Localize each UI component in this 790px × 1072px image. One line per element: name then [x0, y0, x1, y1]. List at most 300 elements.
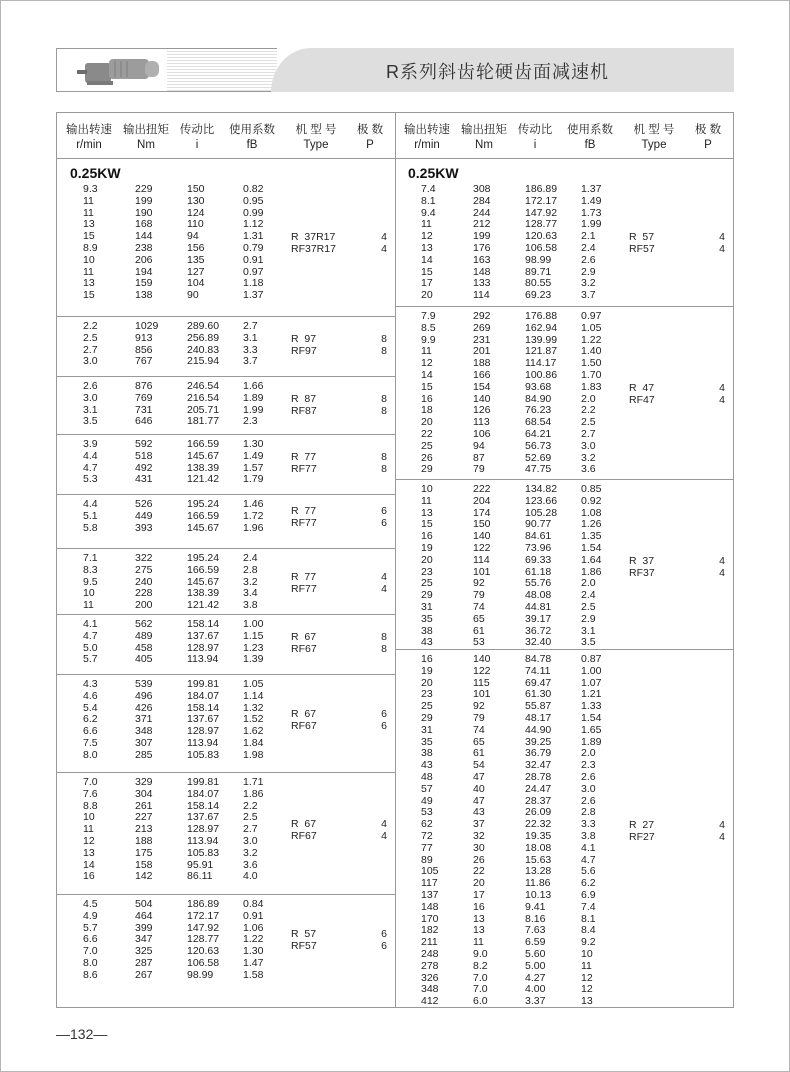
- ratio: 289.60: [187, 320, 220, 332]
- output-speed: 211: [421, 936, 438, 949]
- output-speed: 4.1: [83, 618, 98, 630]
- output-speed: 43: [421, 759, 433, 772]
- service-factor: 1.49: [581, 194, 602, 207]
- service-factor: 1.58: [243, 968, 264, 981]
- service-factor: 3.2: [581, 277, 596, 290]
- output-torque: 9.0: [473, 947, 488, 960]
- ratio: 138.39: [187, 461, 220, 474]
- output-speed: 10: [421, 483, 433, 495]
- ratio: 121.87: [525, 345, 558, 358]
- service-factor: 1.35: [581, 530, 602, 543]
- ratio: 147.92: [525, 206, 558, 219]
- ratio: 172.17: [187, 909, 220, 922]
- output-speed: 29: [421, 711, 433, 724]
- service-factor: 2.3: [581, 759, 596, 772]
- output-speed: 9.5: [83, 575, 98, 588]
- output-speed: 8.9: [83, 241, 98, 254]
- column-header-unit: r/min: [414, 139, 440, 151]
- ratio: 5.00: [525, 959, 546, 972]
- output-torque: 92: [473, 577, 485, 590]
- output-speed: 4.5: [83, 898, 98, 910]
- output-speed: 5.8: [83, 521, 98, 534]
- output-torque: 74: [473, 600, 485, 613]
- ratio: 32.47: [525, 759, 552, 772]
- output-torque: 307: [135, 736, 153, 749]
- output-torque: 22: [473, 865, 485, 878]
- output-torque: 30: [473, 841, 485, 854]
- ratio: 64.21: [525, 427, 552, 440]
- ratio: 3.37: [525, 995, 546, 1008]
- model-types: [291, 451, 387, 475]
- service-factor: 1.46: [243, 498, 264, 510]
- output-torque: 174: [473, 506, 491, 519]
- output-speed: 11: [83, 599, 94, 612]
- model-type: RF47: [629, 393, 655, 406]
- service-factor: 1.66: [243, 380, 264, 392]
- output-torque: 201: [473, 345, 491, 358]
- column-header-unit: P: [366, 139, 374, 151]
- service-factor: 1.83: [581, 380, 602, 393]
- service-factor: 1.54: [581, 541, 602, 554]
- output-torque: 79: [473, 711, 485, 724]
- ratio: 28.37: [525, 794, 552, 807]
- output-torque: 11: [473, 936, 484, 949]
- output-speed: 117: [421, 877, 438, 890]
- type-line: [291, 505, 387, 517]
- ratio: 48.08: [525, 589, 552, 602]
- output-torque: 13: [473, 924, 485, 937]
- ratio: 135: [187, 253, 205, 266]
- ratio: 52.69: [525, 451, 552, 464]
- model-types: [291, 393, 387, 417]
- ratio: 61.30: [525, 688, 552, 701]
- output-speed: 31: [421, 723, 433, 736]
- output-speed: 4.9: [83, 909, 98, 922]
- output-torque: 101: [473, 565, 491, 578]
- service-factor: 3.0: [581, 439, 596, 452]
- output-torque: 13: [473, 912, 485, 925]
- output-speed: 89: [421, 853, 433, 866]
- output-speed: 19: [421, 664, 433, 677]
- type-line: [291, 818, 387, 830]
- output-torque: 140: [473, 530, 491, 543]
- output-torque: 240: [135, 575, 153, 588]
- ratio: 19.35: [525, 829, 552, 842]
- service-factor: 2.0: [581, 577, 596, 590]
- output-torque: 154: [473, 380, 491, 393]
- model-types: [291, 333, 387, 357]
- ratio: 73.96: [525, 541, 552, 554]
- output-speed: 326: [421, 971, 439, 984]
- ratio: 158.14: [187, 799, 220, 812]
- output-torque: 876: [135, 380, 153, 392]
- ratio: 127: [187, 265, 205, 278]
- type-line: [629, 819, 725, 831]
- ratio: 246.54: [187, 380, 220, 392]
- ratio: 105.28: [525, 506, 558, 519]
- ratio: 137.67: [187, 811, 220, 824]
- ratio: 100.86: [525, 368, 558, 381]
- model-group: [57, 317, 395, 377]
- output-speed: 4.3: [83, 678, 98, 690]
- pole-count: 4: [719, 231, 725, 243]
- ratio: 95.91: [187, 858, 214, 871]
- model-type: RF77: [291, 582, 317, 595]
- output-speed: 3.5: [83, 415, 98, 428]
- ratio: 44.90: [525, 723, 552, 736]
- ratio: 98.99: [525, 253, 552, 266]
- output-torque: 87: [473, 451, 485, 464]
- pole-count: 8: [381, 450, 387, 463]
- service-factor: 4.1: [581, 841, 596, 854]
- ratio: 89.71: [525, 265, 552, 278]
- pole-count: 6: [381, 708, 387, 721]
- service-factor: 1.99: [581, 218, 602, 231]
- output-speed: 38: [421, 624, 433, 637]
- output-speed: 412: [421, 995, 439, 1008]
- output-speed: 7.4: [421, 183, 436, 195]
- output-speed: 3.1: [83, 403, 98, 416]
- ratio: 137.67: [187, 713, 220, 726]
- service-factor: 1.73: [581, 206, 602, 219]
- model-type: RF67: [291, 830, 317, 843]
- output-torque: 504: [135, 898, 153, 910]
- model-type: RF37R17: [291, 243, 336, 255]
- service-factor: 2.2: [243, 799, 258, 812]
- service-factor: 3.7: [581, 289, 596, 302]
- output-torque: 43: [473, 806, 485, 819]
- model-type: R 77: [291, 504, 317, 517]
- output-speed: 2.7: [83, 343, 98, 356]
- pole-count: 8: [381, 404, 387, 417]
- ratio: 76.23: [525, 404, 552, 417]
- model-type: R 77: [291, 570, 317, 583]
- model-group: [57, 895, 395, 1008]
- output-speed: 3.9: [83, 438, 98, 450]
- column-header-cn: 输出转速: [404, 124, 450, 136]
- output-speed: 5.1: [83, 509, 98, 522]
- service-factor: 3.3: [581, 818, 596, 831]
- output-speed: 278: [421, 959, 439, 972]
- output-speed: 5.3: [83, 473, 98, 486]
- output-torque: 308: [473, 183, 491, 195]
- type-line: [629, 567, 725, 579]
- ratio: 199.81: [187, 678, 220, 690]
- service-factor: 2.7: [243, 320, 258, 332]
- output-torque: 54: [473, 759, 485, 772]
- output-speed: 15: [83, 289, 95, 302]
- output-torque: 106: [473, 427, 491, 440]
- power-rating: 0.25KW: [70, 165, 121, 181]
- output-speed: 11: [421, 218, 432, 231]
- ratio: 55.87: [525, 700, 552, 713]
- output-torque: 206: [135, 253, 153, 266]
- pole-count: 4: [381, 818, 387, 831]
- output-speed: 29: [421, 589, 433, 602]
- column-header-unit: r/min: [76, 139, 102, 151]
- output-speed: 16: [421, 392, 433, 405]
- power-rating: 0.25KW: [408, 165, 459, 181]
- ratio: 44.81: [525, 600, 552, 613]
- service-factor: 1.71: [243, 776, 264, 788]
- output-torque: 37: [473, 818, 485, 831]
- pole-count: 8: [381, 462, 387, 475]
- banner-stripes: [167, 49, 277, 91]
- output-torque: 17: [473, 888, 485, 901]
- output-torque: 20: [473, 877, 485, 890]
- ratio: 26.09: [525, 806, 552, 819]
- output-torque: 138: [135, 289, 153, 302]
- ratio: 166.59: [187, 509, 220, 522]
- output-speed: 8.8: [83, 799, 98, 812]
- output-torque: 74: [473, 723, 485, 736]
- ratio: 184.07: [187, 689, 220, 702]
- ratio: 105.83: [187, 748, 220, 761]
- pole-count: 4: [719, 381, 725, 394]
- ratio: 128.77: [525, 218, 558, 231]
- type-line: [629, 394, 725, 406]
- ratio: 139.99: [525, 333, 558, 346]
- ratio: 80.55: [525, 277, 552, 290]
- pole-count: 8: [381, 344, 387, 357]
- output-speed: 43: [421, 636, 433, 649]
- service-factor: 3.2: [581, 451, 596, 464]
- ratio: 68.54: [525, 416, 552, 429]
- output-torque: 150: [473, 518, 491, 531]
- column-header-cn: 输出转速: [66, 124, 112, 136]
- ratio: 36.72: [525, 624, 552, 637]
- output-speed: 57: [421, 782, 433, 795]
- ratio: 113.94: [187, 736, 219, 749]
- output-torque: 518: [135, 449, 153, 462]
- ratio: 86.11: [187, 870, 213, 883]
- output-speed: 13: [421, 241, 433, 254]
- type-line: [291, 243, 387, 255]
- output-speed: 16: [421, 653, 433, 665]
- output-speed: 23: [421, 688, 433, 701]
- column-header-cn: 输出扭矩: [123, 124, 169, 136]
- service-factor: 3.7: [243, 355, 258, 368]
- service-factor: 12: [581, 983, 593, 996]
- ratio: 11.86: [525, 877, 551, 890]
- service-factor: 3.2: [243, 575, 258, 588]
- type-line: [291, 571, 387, 583]
- service-factor: 1.26: [581, 518, 602, 531]
- ratio: 195.24: [187, 498, 220, 510]
- output-speed: 15: [421, 518, 433, 531]
- output-torque: 26: [473, 853, 485, 866]
- output-speed: 6.6: [83, 725, 98, 738]
- output-torque: 142: [135, 870, 153, 883]
- ratio: 147.92: [187, 921, 220, 934]
- output-torque: 267: [135, 968, 153, 981]
- service-factor: 1.49: [243, 449, 264, 462]
- output-speed: 29: [421, 463, 433, 476]
- output-torque: 426: [135, 701, 153, 714]
- service-factor: 3.1: [581, 624, 596, 637]
- output-speed: 14: [421, 253, 433, 266]
- output-speed: 9.4: [421, 206, 436, 219]
- service-factor: 1.14: [243, 689, 264, 702]
- service-factor: 1.37: [243, 289, 264, 302]
- ratio: 176.88: [525, 310, 558, 322]
- output-torque: 188: [473, 357, 491, 370]
- output-torque: 176: [473, 241, 491, 254]
- ratio: 110: [187, 218, 204, 231]
- service-factor: 1.62: [243, 725, 264, 738]
- type-line: [291, 231, 387, 243]
- output-torque: 47: [473, 770, 485, 783]
- service-factor: 2.4: [581, 589, 596, 602]
- output-torque: 65: [473, 612, 485, 625]
- column-header-cn: 机 型 号: [295, 124, 337, 136]
- output-speed: 348: [421, 983, 439, 996]
- output-torque: 79: [473, 589, 485, 602]
- page-number: —132—: [56, 1026, 108, 1042]
- ratio: 47.75: [525, 463, 552, 476]
- output-speed: 10: [83, 811, 95, 824]
- output-speed: 2.2: [83, 320, 98, 332]
- output-torque: 8.2: [473, 959, 488, 972]
- output-speed: 11: [83, 206, 94, 219]
- service-factor: 3.5: [581, 636, 596, 649]
- output-speed: 14: [83, 858, 95, 871]
- pole-count: 8: [381, 332, 387, 345]
- output-torque: 769: [135, 391, 153, 404]
- pole-count: 8: [381, 630, 387, 643]
- output-torque: 489: [135, 629, 153, 642]
- output-speed: 48: [421, 770, 433, 783]
- ratio: 9.41: [525, 900, 546, 913]
- ratio: 124: [187, 206, 205, 219]
- output-speed: 72: [421, 829, 433, 842]
- ratio: 256.89: [187, 331, 220, 344]
- output-torque: 731: [135, 403, 153, 416]
- output-torque: 222: [473, 483, 491, 495]
- output-speed: 77: [421, 841, 433, 854]
- model-group: [57, 615, 395, 675]
- service-factor: 3.3: [243, 343, 258, 356]
- output-torque: 188: [135, 834, 153, 847]
- service-factor: 2.9: [581, 612, 596, 625]
- ratio: 56.73: [525, 439, 552, 452]
- model-type: RF37: [629, 566, 655, 579]
- output-speed: 49: [421, 794, 433, 807]
- output-speed: 13: [83, 277, 95, 290]
- output-torque: 304: [135, 787, 153, 800]
- service-factor: 1.65: [581, 723, 602, 736]
- service-factor: 0.97: [243, 265, 264, 278]
- service-factor: 1.47: [243, 956, 264, 969]
- ratio: 5.60: [525, 947, 546, 960]
- ratio: 130: [187, 194, 205, 207]
- output-speed: 16: [421, 530, 433, 543]
- output-torque: 148: [473, 265, 491, 278]
- output-torque: 61: [473, 624, 485, 637]
- output-speed: 12: [421, 230, 433, 243]
- output-torque: 199: [473, 230, 491, 243]
- title-banner: [56, 48, 734, 92]
- output-speed: 170: [421, 912, 439, 925]
- output-torque: 16: [473, 900, 485, 913]
- output-speed: 4.6: [83, 689, 98, 702]
- output-torque: 212: [473, 218, 491, 231]
- output-speed: 62: [421, 818, 433, 831]
- column-header-cn: 使用系数: [229, 124, 275, 136]
- output-torque: 140: [473, 653, 491, 665]
- service-factor: 2.5: [581, 416, 596, 429]
- column-header-cn: 使用系数: [567, 124, 613, 136]
- output-torque: 275: [135, 563, 153, 576]
- output-torque: 61: [473, 747, 485, 760]
- service-factor: 1.72: [243, 509, 264, 522]
- service-factor: 0.95: [243, 194, 264, 207]
- ratio: 150: [187, 183, 205, 195]
- ratio: 128.97: [187, 725, 220, 738]
- ratio: 137.67: [187, 629, 220, 642]
- model-type: RF67: [291, 720, 317, 733]
- model-type: R 87: [291, 392, 317, 405]
- ratio: 158.14: [187, 618, 220, 630]
- output-speed: 7.9: [421, 310, 436, 322]
- output-speed: 18: [421, 404, 433, 417]
- output-speed: 8.3: [83, 563, 98, 576]
- service-factor: 0.79: [243, 241, 264, 254]
- output-speed: 7.0: [83, 776, 98, 788]
- output-speed: 4.7: [83, 629, 98, 642]
- output-torque: 47: [473, 794, 485, 807]
- service-factor: 2.1: [581, 230, 596, 243]
- ratio: 134.82: [525, 483, 558, 495]
- service-factor: 3.6: [581, 463, 596, 476]
- output-torque: 371: [135, 713, 153, 726]
- pole-count: 6: [381, 940, 387, 953]
- ratio: 162.94: [525, 321, 558, 334]
- model-types: [629, 819, 725, 843]
- ratio: 128.77: [187, 933, 220, 946]
- service-factor: 1.06: [243, 921, 264, 934]
- output-torque: 767: [135, 355, 153, 368]
- ratio: 172.17: [525, 194, 558, 207]
- output-speed: 25: [421, 577, 433, 590]
- output-speed: 4.4: [83, 449, 98, 462]
- ratio: 145.67: [187, 521, 220, 534]
- output-speed: 11: [83, 265, 94, 278]
- type-line: [629, 243, 725, 255]
- service-factor: 3.0: [581, 782, 596, 795]
- column-header-unit: i: [533, 139, 537, 151]
- output-speed: 6.2: [83, 713, 98, 726]
- output-speed: 31: [421, 600, 433, 613]
- service-factor: 1.86: [581, 565, 602, 578]
- output-speed: 11: [421, 345, 432, 358]
- service-factor: 3.4: [243, 587, 258, 600]
- service-factor: 2.4: [581, 241, 596, 254]
- service-factor: 1.00: [243, 618, 264, 630]
- service-factor: 2.6: [581, 794, 596, 807]
- ratio: 186.89: [525, 183, 558, 195]
- service-factor: 2.6: [581, 253, 596, 266]
- ratio: 7.63: [525, 924, 546, 937]
- type-line: [291, 720, 387, 732]
- service-factor: 0.85: [581, 483, 602, 495]
- pole-count: 4: [719, 566, 725, 579]
- output-torque: 114: [473, 289, 490, 302]
- model-type: RF57: [629, 243, 655, 255]
- output-speed: 11: [83, 823, 94, 836]
- service-factor: 0.84: [243, 898, 264, 910]
- output-speed: 17: [421, 277, 433, 290]
